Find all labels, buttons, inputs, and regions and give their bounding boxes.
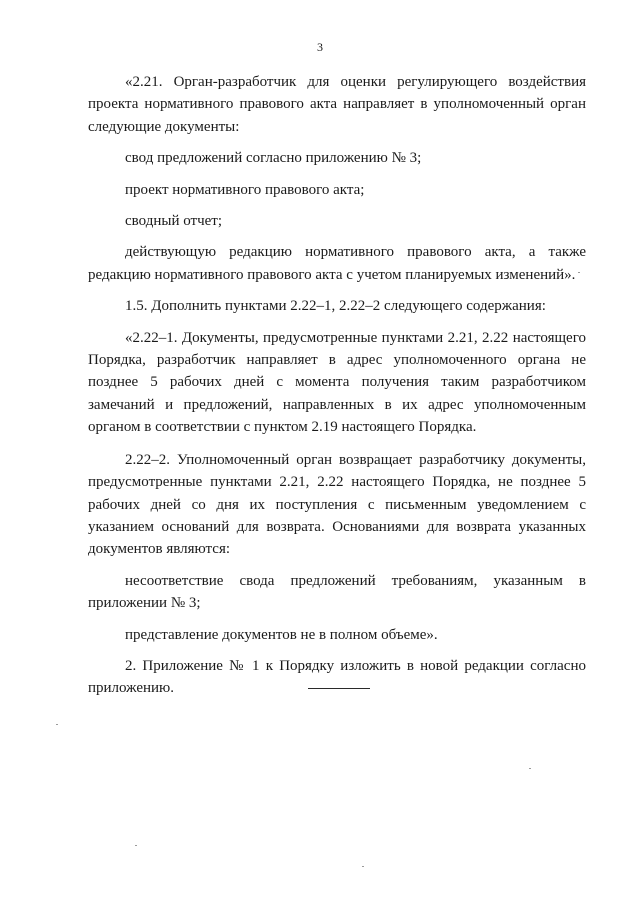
paragraph: 2.22–2. Уполномоченный орган возвращает разработчику документы, предусмотренные пунктами 2.21, 2.22 настоящего Порядка, не позднее 5 рабочих дней со дня их поступления с письменным уведомлением с указанием оснований для возврата. Основаниями для возврата указанных документов являются: xyxy=(88,451,586,558)
paragraph: 1.5. Дополнить пунктами 2.22–1, 2.22–2 следующего содержания: xyxy=(125,298,546,315)
document-body xyxy=(88,71,586,700)
paragraph: «2.21. Орган-разработчик для оценки регулирующего воздействия проекта нормативного правового акта направляет в уполномоченный орган следующие документы: xyxy=(88,74,586,135)
scan-speck xyxy=(56,724,58,725)
paragraph: проект нормативного правового акта; xyxy=(125,181,365,198)
scan-speck xyxy=(135,845,137,846)
scan-speck xyxy=(578,272,580,273)
paragraph: сводный отчет; xyxy=(125,213,223,230)
paragraph: «2.22–1. Документы, предусмотренные пунктами 2.21, 2.22 настоящего Порядка, разработчик направляет в адрес уполномоченного органа не позднее 5 рабочих дней с момента получения таким разработчиком замечаний и предложений, направленных в их адрес уполномоченным органом в соответствии с пунктом 2.19 настоящего Порядка. xyxy=(88,329,586,436)
paragraph: свод предложений согласно приложению № 3; xyxy=(125,150,422,167)
paragraph: представление документов не в полном объеме». xyxy=(125,626,438,643)
end-divider xyxy=(308,688,370,689)
paragraph: 2. Приложение № 1 к Порядку изложить в новой редакции согласно приложению. xyxy=(88,657,586,697)
paragraph: действующую редакцию нормативного правового акта, а также редакцию нормативного правового акта с учетом планируемых изменений». xyxy=(88,244,586,283)
page-number: 3 xyxy=(317,40,323,54)
scan-speck xyxy=(529,768,531,769)
paragraph: несоответствие свода предложений требованиям, указанным в приложении № 3; xyxy=(88,572,586,612)
scan-speck xyxy=(362,866,364,867)
